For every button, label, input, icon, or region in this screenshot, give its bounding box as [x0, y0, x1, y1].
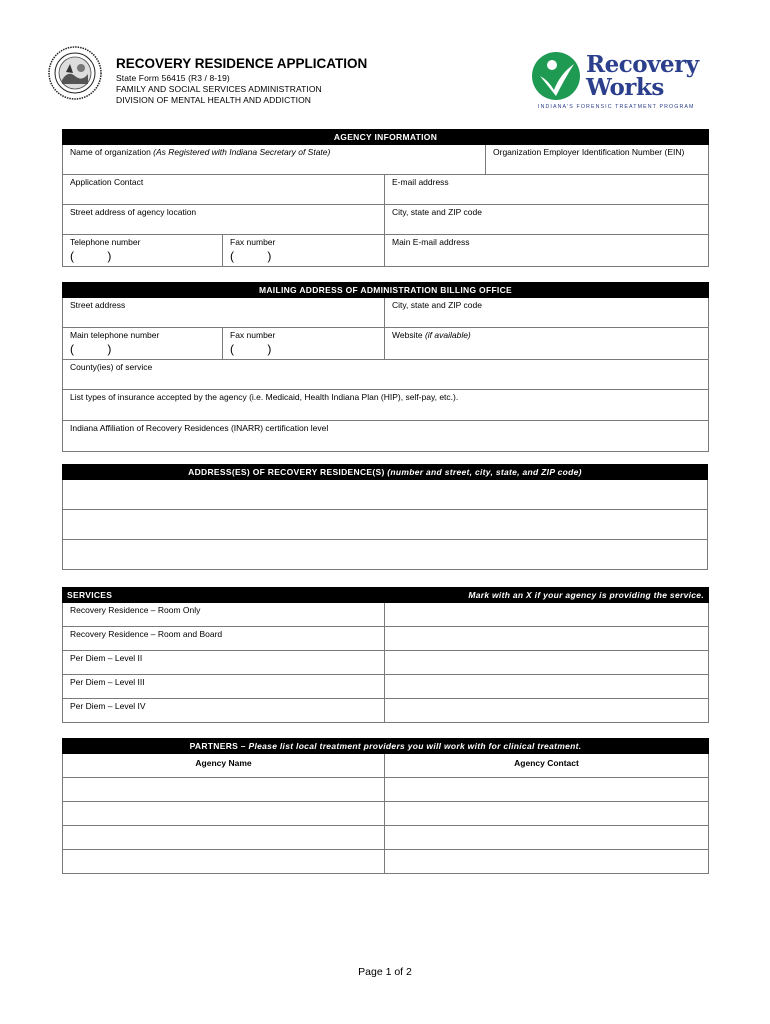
residences-heading-hint: (number and street, city, state, and ZIP code) [387, 467, 582, 477]
residences-table [62, 464, 708, 570]
org-name-field[interactable] [63, 145, 486, 175]
fax-field[interactable] [223, 235, 385, 267]
service-mark-room-board[interactable] [385, 627, 709, 651]
mailing-fax-label: Fax number [230, 330, 276, 340]
service-mark-level-2[interactable] [385, 651, 709, 675]
service-label: Per Diem – Level II [63, 651, 385, 675]
telephone-field[interactable] [63, 235, 223, 267]
partners-heading-hint: Please list local treatment providers you will work with for clinical treatment. [248, 741, 582, 751]
logo-tagline: INDIANA'S FORENSIC TREATMENT PROGRAM [538, 104, 695, 110]
service-label: Recovery Residence – Room Only [63, 603, 385, 627]
application-contact-field[interactable] [63, 175, 385, 205]
agency-information-heading: AGENCY INFORMATION [63, 130, 709, 145]
recovery-works-logo [530, 48, 710, 114]
agency-name-line: FAMILY AND SOCIAL SERVICES ADMINISTRATION [116, 84, 322, 94]
form-number: State Form 56415 (R3 / 8-19) [116, 73, 230, 83]
mailing-street-field[interactable] [63, 298, 385, 328]
mailing-fax-field[interactable] [223, 328, 385, 360]
fax-area-code: ( ) [230, 249, 272, 263]
website-hint: (if available) [424, 330, 471, 340]
ein-field[interactable] [486, 145, 709, 175]
main-email-field[interactable] [385, 235, 709, 267]
mailing-address-table [62, 282, 709, 452]
state-seal-icon [48, 46, 102, 100]
mailing-city-field[interactable] [385, 298, 709, 328]
partner-contact-cell[interactable] [385, 778, 709, 802]
partner-name-cell[interactable] [63, 850, 385, 874]
partner-contact-cell[interactable] [385, 802, 709, 826]
city-state-zip-label: City, state and ZIP code [392, 207, 482, 217]
inarr-field[interactable] [63, 421, 709, 452]
agency-contact-column-header: Agency Contact [385, 754, 709, 778]
insurance-label: List types of insurance accepted by the agency (i.e. Medicaid, Health Indiana Plan (HIP), self-pay, etc.). [70, 392, 459, 402]
main-telephone-field[interactable] [63, 328, 223, 360]
insurance-field[interactable] [63, 390, 709, 421]
residence-address-row-2[interactable] [63, 510, 708, 540]
main-email-label: Main E-mail address [392, 237, 470, 247]
partners-table [62, 738, 709, 874]
recovery-works-logo-icon [530, 50, 582, 102]
partner-name-cell[interactable] [63, 826, 385, 850]
application-contact-label: Application Contact [70, 177, 144, 187]
telephone-label: Telephone number [70, 237, 141, 247]
division-line: DIVISION OF MENTAL HEALTH AND ADDICTION [116, 95, 312, 105]
mailing-street-label: Street address [70, 300, 126, 310]
logo-word-recovery: Recovery [586, 51, 699, 78]
logo-word-works: Works [586, 74, 664, 101]
agency-information-table [62, 129, 709, 267]
residences-heading-text: ADDRESS(ES) OF RECOVERY RESIDENCE(S) [188, 467, 385, 477]
residences-heading [63, 465, 708, 480]
mailing-city-label: City, state and ZIP code [392, 300, 482, 310]
org-name-label: Name of organization [70, 147, 151, 157]
partner-name-cell[interactable] [63, 802, 385, 826]
fax-label: Fax number [230, 237, 276, 247]
partners-heading [63, 739, 709, 754]
service-mark-room-only[interactable] [385, 603, 709, 627]
main-telephone-label: Main telephone number [70, 330, 160, 340]
telephone-area-code: ( ) [70, 249, 112, 263]
partner-name-cell[interactable] [63, 778, 385, 802]
service-mark-level-4[interactable] [385, 699, 709, 723]
org-name-hint: (As Registered with Indiana Secretary of State) [153, 147, 331, 157]
street-address-label: Street address of agency location [70, 207, 197, 217]
website-field[interactable] [385, 328, 709, 360]
service-mark-level-3[interactable] [385, 675, 709, 699]
page-number: Page 1 of 2 [358, 966, 412, 978]
form-title: RECOVERY RESIDENCE APPLICATION [116, 56, 368, 71]
residence-address-row-1[interactable] [63, 480, 708, 510]
main-telephone-area-code: ( ) [70, 342, 112, 356]
residence-address-row-3[interactable] [63, 540, 708, 570]
partner-contact-cell[interactable] [385, 850, 709, 874]
agency-name-column-header: Agency Name [63, 754, 385, 778]
service-label: Per Diem – Level III [63, 675, 385, 699]
county-field[interactable] [63, 360, 709, 390]
partners-heading-text: PARTNERS – [189, 741, 246, 751]
city-state-zip-field[interactable] [385, 205, 709, 235]
mailing-fax-area-code: ( ) [230, 342, 272, 356]
services-instruction: Mark with an X if your agency is providing the service. [385, 588, 709, 603]
services-table [62, 587, 709, 723]
street-address-field[interactable] [63, 205, 385, 235]
partner-contact-cell[interactable] [385, 826, 709, 850]
service-label: Recovery Residence – Room and Board [63, 627, 385, 651]
email-field[interactable] [385, 175, 709, 205]
mailing-address-heading: MAILING ADDRESS OF ADMINISTRATION BILLING OFFICE [63, 283, 709, 298]
website-label: Website [392, 330, 423, 340]
ein-label: Organization Employer Identification Number (EIN) [493, 147, 685, 157]
county-label: County(ies) of service [70, 362, 153, 372]
service-label: Per Diem – Level IV [63, 699, 385, 723]
email-label: E-mail address [392, 177, 449, 187]
inarr-label: Indiana Affiliation of Recovery Residences (INARR) certification level [70, 423, 329, 433]
services-heading: SERVICES [63, 588, 385, 603]
